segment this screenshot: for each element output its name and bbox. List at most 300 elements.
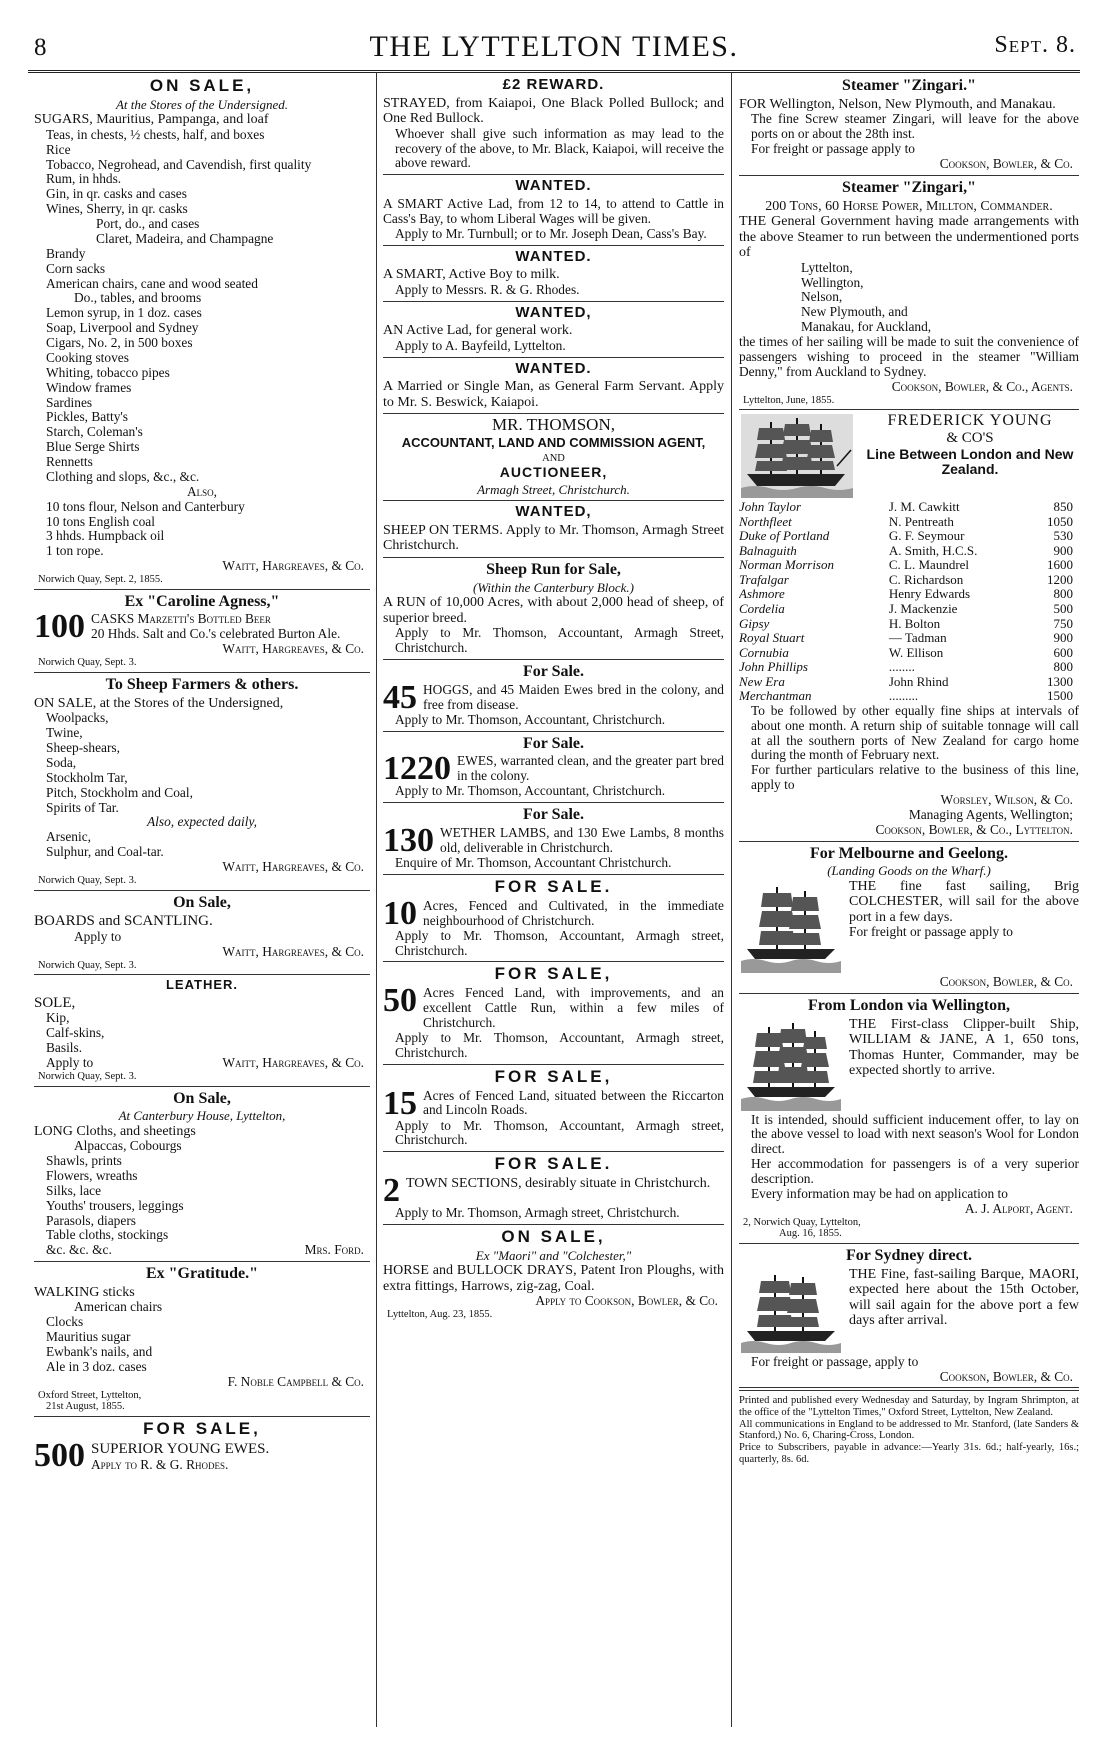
ad-subheading: 200 Tons, 60 Horse Power, Millton, Commander. bbox=[765, 198, 1053, 214]
ad-text: For freight or passage, apply to bbox=[751, 1353, 919, 1369]
ad-dateline: Lyttelton, June, 1855. bbox=[743, 394, 835, 406]
ad-text: Apply to Mr. Thomson, Accountant, Armagh street, Christchurch. bbox=[395, 927, 724, 958]
issue-date: Sept. 8. bbox=[994, 32, 1076, 58]
ad-text: Apply to Messrs. R. & G. Rhodes. bbox=[395, 281, 580, 297]
ad-number: 500 bbox=[34, 1436, 85, 1474]
ad-wanted-boy bbox=[383, 246, 724, 302]
ad-heading: £2 REWARD. bbox=[502, 76, 605, 93]
fleet-row bbox=[739, 646, 1079, 661]
ad-text: Acres, Fenced and Cultivated, in the immediate neighbourhood of Christchurch. bbox=[423, 897, 724, 928]
list-item: Whiting, tobacco pipes bbox=[46, 364, 170, 380]
list-item: Rum, in hhds. bbox=[46, 171, 122, 187]
column-1 bbox=[34, 74, 370, 1727]
ad-50-acres bbox=[383, 962, 724, 1064]
sailing-ship-icon bbox=[741, 414, 853, 498]
list-item: Cooking stoves bbox=[46, 349, 129, 365]
ad-text: For freight or passage apply to bbox=[751, 141, 915, 157]
newspaper-title: THE LYTTELTON TIMES. bbox=[369, 30, 739, 63]
masthead-rule bbox=[28, 70, 1080, 73]
ad-heading: For Melbourne and Geelong. bbox=[810, 844, 1008, 862]
ad-heading: FOR SALE, bbox=[143, 1419, 261, 1439]
ad-text: THE Fine, fast-sailing Barque, MAORI, expected here about the 15th October, will sail again for the above port a few days after arrival. bbox=[849, 1266, 1079, 1329]
list-item: Rice bbox=[46, 141, 71, 157]
ad-heading: FOR SALE. bbox=[494, 876, 613, 896]
ad-text: Whoever shall give such information as may lead to the recovery of the above, to Mr. Black, Kaiapoi, will receive the above reward. bbox=[395, 125, 724, 171]
ship-name: Royal Stuart bbox=[739, 630, 805, 646]
ad-dateline: Norwich Quay, Sept. 3. bbox=[38, 959, 137, 971]
ad-text: THE fine fast sailing, Brig COLCHESTER, will sail for the above port in a few days. bbox=[849, 878, 1079, 925]
ad-and: AND bbox=[542, 452, 565, 464]
list-item: 3 hhds. Humpback oil bbox=[46, 528, 165, 544]
list-item: Sulphur, and Coal-tar. bbox=[46, 844, 164, 860]
ad-heading: Ex "Gratitude." bbox=[146, 1265, 258, 1283]
ad-signature: F. Noble Campbell & Co. bbox=[227, 1373, 364, 1389]
ad-text: THE General Government having made arrangements with the above Steamer to run between the undermentioned ports of bbox=[739, 214, 1079, 261]
ad-canterbury-house bbox=[34, 1087, 370, 1263]
ad-heading: Steamer "Zingari." bbox=[842, 77, 976, 94]
ad-text: the times of her sailing will be made to suit the convenience of passengers wishing to proceed in the steamer "William Denny," from Auckland to Sydney. bbox=[739, 334, 1079, 379]
ad-heading: WANTED. bbox=[515, 247, 592, 265]
ship-tonnage: 800 bbox=[1053, 586, 1073, 602]
ad-sydney-direct bbox=[739, 1244, 1079, 1389]
ad-text: A SMART Active Lad, from 12 to 14, to attend to Cattle in Cass's Bay, to whom Liberal Wages will be given. bbox=[383, 195, 724, 226]
ship-tonnage: 850 bbox=[1053, 499, 1073, 515]
ad-text: AN Active Lad, for general work. bbox=[383, 323, 573, 339]
list-item: Lyttelton, bbox=[801, 259, 853, 275]
list-item: Do., tables, and brooms bbox=[74, 290, 202, 306]
ad-number: 100 bbox=[34, 608, 85, 646]
ad-text: Apply to Mr. Thomson, Accountant, Christchurch. bbox=[395, 783, 666, 799]
list-item: Flowers, wreaths bbox=[46, 1167, 138, 1183]
ship-tonnage: 1500 bbox=[1047, 688, 1073, 704]
ad-text: Apply to Mr. Thomson, Accountant, Armagh street, Christchurch. bbox=[395, 1117, 724, 1148]
fleet-row bbox=[739, 573, 1079, 588]
ad-dateline: Norwich Quay, Sept. 3. bbox=[38, 874, 137, 886]
list-item: American chairs, cane and wood seated bbox=[46, 275, 258, 291]
ad-heading: WANTED, bbox=[515, 503, 592, 521]
fleet-row bbox=[739, 587, 1079, 602]
ad-signature: Worsley, Wilson, & Co. bbox=[940, 792, 1073, 808]
list-item: Twine, bbox=[46, 725, 83, 741]
list-item: Kip, bbox=[46, 1010, 70, 1026]
ad-heading: WANTED. bbox=[515, 359, 592, 377]
ad-heading: For Sale. bbox=[522, 734, 585, 752]
ad-heading: Line Between London and New Zealand. bbox=[866, 445, 1074, 478]
ad-signature: Waitt, Hargreaves, & Co. bbox=[222, 943, 364, 959]
ad-subheading: At the Stores of the Undersigned. bbox=[115, 96, 289, 112]
ad-signature: Waitt, Hargreaves, & Co. bbox=[222, 859, 364, 874]
ad-text: Enquire of Mr. Thomson, Accountant Christchurch. bbox=[395, 854, 672, 870]
ad-caroline-agness bbox=[34, 590, 370, 673]
ad-number: 130 bbox=[383, 821, 434, 859]
fleet-row bbox=[739, 500, 1079, 515]
ad-boards-scantling bbox=[34, 891, 370, 976]
list-item: &c. &c. &c. bbox=[46, 1242, 112, 1258]
column-divider bbox=[376, 72, 377, 1727]
ad-subheading: (Within the Canterbury Block.) bbox=[472, 579, 635, 595]
list-item: Silks, lace bbox=[46, 1182, 102, 1198]
ad-steamer-zingari-1 bbox=[739, 74, 1079, 176]
ad-signature: A. J. Alport, Agent. bbox=[964, 1200, 1073, 1216]
ad-dateline: Norwich Quay, Sept. 3. bbox=[38, 1070, 137, 1082]
list-item: Soap, Liverpool and Sydney bbox=[46, 320, 199, 336]
page-number: 8 bbox=[34, 34, 47, 61]
ad-text: ON SALE, at the Stores of the Undersigned, bbox=[34, 695, 284, 711]
signature-row bbox=[34, 1243, 370, 1258]
ad-heading: ON SALE, bbox=[149, 76, 255, 95]
fleet-row bbox=[739, 617, 1079, 632]
ad-heading: On Sale, bbox=[173, 893, 231, 911]
ad-number: 15 bbox=[383, 1084, 417, 1122]
ship-master: H. Bolton bbox=[888, 615, 941, 631]
list-item: Port, do., and cases bbox=[96, 216, 200, 232]
ship-name: Duke of Portland bbox=[739, 528, 830, 544]
ad-text: Apply to Mr. Thomson, Armagh street, Christchurch. bbox=[395, 1205, 680, 1221]
ship-name: Ashmore bbox=[739, 586, 785, 602]
ad-text: A RUN of 10,000 Acres, with about 2,000 head of sheep, of superior breed. bbox=[383, 595, 724, 626]
ship-name: New Era bbox=[739, 673, 785, 689]
fleet-row bbox=[739, 675, 1079, 690]
sailing-ship-icon bbox=[741, 1269, 841, 1353]
ship-master: J. M. Cawkitt bbox=[888, 499, 960, 515]
ship-name: Gipsy bbox=[739, 615, 770, 631]
ship-master: — Tadman bbox=[888, 630, 947, 646]
ship-master: John Rhind bbox=[888, 673, 949, 689]
list-item: Lemon syrup, in 1 doz. cases bbox=[46, 305, 202, 321]
list-item: Wellington, bbox=[801, 274, 864, 290]
ad-hoggs bbox=[383, 660, 724, 732]
list-item: Parasols, diapers bbox=[46, 1212, 136, 1228]
ad-young-ewes bbox=[34, 1417, 370, 1475]
ship-tonnage: 1300 bbox=[1047, 673, 1073, 689]
ship-master: N. Pentreath bbox=[888, 513, 954, 529]
ad-text: Apply to Mr. Thomson, Accountant, Armagh street, Christchurch. bbox=[395, 1029, 724, 1060]
ad-text: To be followed by other equally fine ships at intervals of about one month. A return ship of suitable tonnage will call at all the southern ports of New Zealand for cargo home during the month of February next. bbox=[751, 702, 1079, 763]
ad-text: Apply to Mr. Thomson, Accountant, Christchurch. bbox=[395, 711, 666, 727]
fleet-row bbox=[739, 544, 1079, 559]
ad-text: Apply to Mr. Thomson, Accountant, Armagh Street, Christchurch. bbox=[395, 625, 724, 656]
ad-text: The fine Screw steamer Zingari, will leave for the above ports on or about the 28th inst. bbox=[751, 111, 1079, 142]
apply-row bbox=[34, 1056, 370, 1071]
list-item: 10 tons flour, Nelson and Canterbury bbox=[46, 498, 245, 514]
ad-signature: Waitt, Hargreaves, & Co. bbox=[222, 1054, 364, 1070]
ad-heading: FOR SALE, bbox=[494, 1066, 613, 1086]
ship-name: Cornubia bbox=[739, 644, 789, 660]
ship-master: C. Richardson bbox=[888, 571, 964, 587]
list-item: American chairs bbox=[74, 1299, 163, 1315]
ad-signature: Cookson, Bowler, & Co. bbox=[939, 973, 1073, 989]
ad-heading: WANTED. bbox=[515, 177, 592, 195]
ship-master: G. F. Seymour bbox=[888, 528, 965, 544]
ad-text: WETHER LAMBS, and 130 Ewe Lambs, 8 months old, deliverable in Christchurch. bbox=[440, 824, 724, 855]
ad-text: For further particulars relative to the business of this line, apply to bbox=[751, 762, 1079, 793]
ship-master: C. L. Maundrel bbox=[888, 557, 970, 573]
ad-sheep-run bbox=[383, 558, 724, 660]
list-item: Rennetts bbox=[46, 454, 93, 470]
ad-heading: For Sale. bbox=[522, 806, 585, 824]
ship-master: Henry Edwards bbox=[888, 586, 971, 602]
ship-master: ......... bbox=[888, 688, 919, 704]
ship-name: Cordelia bbox=[739, 601, 785, 616]
list-item: Ale in 3 doz. cases bbox=[46, 1358, 147, 1374]
ad-text: 20 Hhds. Salt and Co.'s celebrated Burton Ale. bbox=[91, 626, 341, 642]
list-item: Brandy bbox=[46, 245, 86, 261]
ad-text: Acres Fenced Land, with improvements, and an excellent Cattle Run, within a few miles of Christchurch. bbox=[423, 985, 724, 1031]
ship-name: Norman Morrison bbox=[739, 557, 834, 573]
ad-10-acres bbox=[383, 875, 724, 963]
list-item: Woolpacks, bbox=[46, 710, 109, 726]
ad-mr-thomson bbox=[383, 414, 724, 501]
list-item: Wines, Sherry, in qr. casks bbox=[46, 201, 188, 217]
list-item: Calf-skins, bbox=[46, 1025, 105, 1041]
ship-tonnage: 900 bbox=[1053, 542, 1073, 558]
ad-dateline: Norwich Quay, Sept. 3. bbox=[38, 657, 137, 669]
ad-dateline: Aug. 16, 1855. bbox=[779, 1228, 842, 1240]
list-item: New Plymouth, and bbox=[801, 304, 908, 320]
ad-number: 1220 bbox=[383, 750, 451, 788]
ship-name: Balnaguith bbox=[739, 542, 797, 558]
list-item: SUGARS, Mauritius, Pampanga, and loaf bbox=[34, 112, 269, 128]
ad-wether-lambs bbox=[383, 803, 724, 875]
ship-tonnage: 1200 bbox=[1047, 571, 1073, 587]
ship-tonnage: 750 bbox=[1053, 615, 1073, 631]
ad-drays bbox=[383, 1225, 724, 1324]
ad-apply: Apply to bbox=[74, 928, 122, 944]
imprint bbox=[739, 1390, 1079, 1468]
ad-text: SHEEP ON TERMS. Apply to Mr. Thomson, Armagh Street Christchurch. bbox=[383, 522, 724, 554]
imprint-text: All communications in England to be addressed to Mr. Stanford, (late Sanders & Stanford,) No. 6, Charing-Cross, London. bbox=[739, 1418, 1079, 1442]
ad-text: It is intended, should sufficient inducement offer, to lay on the above vessel to load with next season's Wool for London direct. bbox=[751, 1111, 1079, 1157]
ad-heading: Steamer "Zingari," bbox=[842, 178, 976, 196]
list-item: Ewbank's nails, and bbox=[46, 1344, 153, 1360]
ad-text: For freight or passage apply to bbox=[849, 924, 1013, 940]
ship-tonnage: 1600 bbox=[1047, 557, 1073, 573]
ad-heading: Ex "Caroline Agness," bbox=[124, 592, 280, 610]
list-item: Starch, Coleman's bbox=[46, 424, 143, 440]
ad-signature: Cookson, Bowler, & Co., Agents. bbox=[891, 378, 1073, 394]
list-item: Blue Serge Shirts bbox=[46, 439, 140, 455]
ad-dateline: Lyttelton, Aug. 23, 1855. bbox=[387, 1309, 493, 1321]
fleet-row bbox=[739, 529, 1079, 544]
fleet-row bbox=[739, 515, 1079, 530]
ad-text: HOGGS, and 45 Maiden Ewes bred in the colony, and free from disease. bbox=[423, 681, 724, 712]
list-item: Pickles, Batty's bbox=[46, 409, 129, 425]
fleet-row bbox=[739, 689, 1079, 704]
column-3 bbox=[739, 74, 1079, 1727]
list-item: Stockholm Tar, bbox=[46, 769, 128, 785]
list-item: Arsenic, bbox=[46, 829, 91, 845]
ad-apply: Apply to R. & G. Rhodes. bbox=[91, 1456, 229, 1472]
ad-town-sections bbox=[383, 1152, 724, 1225]
fleet-row bbox=[739, 631, 1079, 646]
list-item: Clocks bbox=[46, 1314, 84, 1330]
ad-heading: To Sheep Farmers & others. bbox=[105, 675, 299, 693]
list-item: Pitch, Stockholm and Coal, bbox=[46, 784, 193, 800]
ship-name: Northfleet bbox=[739, 513, 792, 529]
ad-text: Every information may be had on application to bbox=[751, 1185, 1008, 1201]
ad-wanted-active-lad bbox=[383, 302, 724, 358]
sailing-ship-icon bbox=[741, 1019, 841, 1111]
ship-tonnage: 530 bbox=[1053, 528, 1073, 544]
list-item: Teas, in chests, ½ chests, half, and boxes bbox=[46, 126, 265, 142]
masthead bbox=[28, 24, 1080, 68]
ad-heading: For Sydney direct. bbox=[845, 1246, 973, 1264]
ad-heading: For Sale. bbox=[522, 662, 585, 680]
ad-steamer-zingari-2 bbox=[739, 176, 1079, 410]
ad-dateline: 2, Norwich Quay, Lyttelton, bbox=[743, 1216, 861, 1228]
ad-wanted-lad bbox=[383, 175, 724, 245]
imprint-text: Price to Subscribers, payable in advance:—Yearly 31s. 6d.; half-yearly, 16s.; quarterly, 8s. 6d. bbox=[739, 1441, 1079, 1465]
ship-master: ........ bbox=[888, 659, 915, 675]
ad-text: Apply to Mr. Turnbull; or to Mr. Joseph Dean, Cass's Bay. bbox=[395, 225, 707, 241]
list-item: LONG Cloths, and sheetings bbox=[34, 1123, 196, 1139]
ship-name: John Taylor bbox=[739, 499, 801, 515]
list-item: 10 tons English coal bbox=[46, 513, 155, 529]
ad-dateline: Oxford Street, Lyttelton, bbox=[38, 1389, 142, 1401]
ad-reward bbox=[383, 74, 724, 175]
list-item: SOLE, bbox=[34, 994, 76, 1011]
column-2 bbox=[383, 74, 724, 1727]
ad-sheep-on-terms bbox=[383, 501, 724, 558]
ad-subheading: Armagh Street, Christchurch. bbox=[477, 481, 630, 497]
ship-tonnage: 800 bbox=[1053, 659, 1073, 675]
ad-heading: Sheep Run for Sale, bbox=[486, 560, 621, 578]
fleet-row bbox=[739, 558, 1079, 573]
ship-tonnage: 1050 bbox=[1047, 513, 1073, 529]
ad-signature: Cookson, Bowler, & Co. bbox=[939, 1368, 1073, 1384]
list-item: Corn sacks bbox=[46, 260, 106, 276]
ad-sheep-farmers bbox=[34, 673, 370, 891]
ad-melbourne-geelong bbox=[739, 842, 1079, 994]
ship-name: Trafalgar bbox=[739, 571, 789, 587]
ad-text: Acres of Fenced Land, situated between the Riccarton and Lincoln Roads. bbox=[423, 1087, 724, 1118]
ship-master: A. Smith, H.C.S. bbox=[888, 542, 978, 558]
list-item: WALKING sticks bbox=[34, 1284, 135, 1300]
ad-wanted-farm-servant bbox=[383, 358, 724, 415]
ad-15-acres bbox=[383, 1065, 724, 1153]
ad-signature: Waitt, Hargreaves, & Co. bbox=[222, 558, 364, 574]
ad-text: STRAYED, from Kaiapoi, One Black Polled Bullock; and One Red Bullock. bbox=[383, 95, 724, 127]
ad-frederick-young bbox=[739, 410, 1079, 842]
list-item: Mauritius sugar bbox=[46, 1329, 131, 1345]
ship-tonnage: 600 bbox=[1053, 644, 1073, 660]
ad-number: 50 bbox=[383, 982, 417, 1020]
ad-heading: FREDERICK YOUNG bbox=[887, 412, 1053, 430]
ship-name: John Phillips bbox=[739, 659, 808, 675]
ad-number: 45 bbox=[383, 678, 417, 716]
list-item: Nelson, bbox=[801, 289, 843, 305]
ad-text: EWES, warranted clean, and the greater part bred in the colony. bbox=[457, 753, 724, 784]
ship-tonnage: 900 bbox=[1053, 630, 1073, 646]
ad-number: 10 bbox=[383, 894, 417, 932]
ad-text: CASKS Marzetti's Bottled Beer bbox=[91, 611, 271, 627]
ad-heading: LEATHER. bbox=[165, 977, 239, 993]
list-item: Tobacco, Negrohead, and Cavendish, first quality bbox=[46, 156, 312, 172]
ad-text: Her accommodation for passengers is of a very superior description. bbox=[751, 1156, 1079, 1186]
ad-heading: On Sale, bbox=[173, 1089, 231, 1107]
ad-heading: WANTED, bbox=[515, 303, 592, 321]
list-item: Clothing and slops, &c., &c. bbox=[46, 468, 200, 484]
ad-text: Apply to A. Bayfeild, Lyttelton. bbox=[395, 337, 566, 353]
ad-signature: Waitt, Hargreaves, & Co. bbox=[222, 641, 364, 657]
ad-signature: Cookson, Bowler, & Co. bbox=[939, 155, 1073, 171]
ad-subheading: (Landing Goods on the Wharf.) bbox=[827, 863, 991, 879]
ad-heading: FOR SALE, bbox=[494, 964, 613, 984]
list-item: Gin, in qr. casks and cases bbox=[46, 186, 187, 202]
ad-ex-gratitude bbox=[34, 1262, 370, 1417]
ad-heading: AUCTIONEER, bbox=[499, 464, 608, 481]
ad-dateline: Norwich Quay, Sept. 2, 1855. bbox=[38, 574, 163, 586]
goods-list bbox=[34, 112, 370, 485]
ad-heading: FOR SALE. bbox=[494, 1154, 613, 1174]
ad-apply: Apply to bbox=[46, 1054, 94, 1070]
ship-master: W. Ellison bbox=[888, 644, 944, 660]
ad-number: 2 bbox=[383, 1172, 400, 1210]
ad-heading: ON SALE, bbox=[501, 1227, 606, 1247]
ad-subheading: At Canterbury House, Lyttelton, bbox=[118, 1108, 286, 1124]
ship-name: Merchantman bbox=[739, 688, 812, 704]
column-divider bbox=[731, 72, 732, 1727]
list-item: Claret, Madeira, and Champagne bbox=[96, 230, 274, 246]
also-label: Also, bbox=[186, 483, 218, 499]
imprint-text: Printed and published every Wednesday and Saturday, by Ingram Shrimpton, at the office of the "Lyttelton Times," Oxford Street, Lyttelton, New Zealand. bbox=[739, 1395, 1079, 1419]
list-item: Soda, bbox=[46, 754, 77, 770]
ad-signature: Cookson, Bowler, & Co., Lyttelton. bbox=[875, 821, 1073, 837]
ad-subheading: Ex "Maori" and "Colchester," bbox=[475, 1247, 632, 1263]
ad-text: FOR Wellington, Nelson, New Plymouth, and Manakau. bbox=[739, 96, 1056, 112]
ad-heading: From London via Wellington, bbox=[807, 996, 1011, 1014]
sailing-ship-icon bbox=[741, 881, 841, 973]
list-item: Youths' trousers, leggings bbox=[46, 1197, 184, 1213]
list-item: Window frames bbox=[46, 379, 132, 395]
expected-label: Also, expected daily, bbox=[146, 814, 258, 830]
ad-signature: Mrs. Ford. bbox=[304, 1242, 364, 1258]
fleet-row bbox=[739, 602, 1079, 617]
list-item: 1 ton rope. bbox=[46, 543, 104, 559]
list-item: Manakau, for Auckland, bbox=[801, 319, 932, 335]
ad-ewes bbox=[383, 732, 724, 804]
ad-heading: & CO'S bbox=[946, 429, 994, 446]
ad-text: BOARDS and SCANTLING. bbox=[34, 913, 213, 930]
fleet-row bbox=[739, 660, 1079, 675]
ad-text: A SMART, Active Boy to milk. bbox=[383, 267, 560, 283]
ship-master: J. Mackenzie bbox=[888, 601, 958, 616]
list-item: Basils. bbox=[46, 1040, 83, 1056]
ad-text: TOWN SECTIONS, desirably situate in Christchurch. bbox=[406, 1176, 711, 1192]
list-item: Shawls, prints bbox=[46, 1153, 122, 1169]
list-item: Cigars, No. 2, in 500 boxes bbox=[46, 335, 193, 351]
ad-text: A Married or Single Man, as General Farm Servant. Apply to Mr. S. Beswick, Kaiapoi. bbox=[383, 379, 724, 410]
ad-signature: Apply to Cookson, Bowler, & Co. bbox=[535, 1293, 718, 1309]
ad-heading: MR. THOMSON, bbox=[492, 415, 615, 435]
ad-dateline: 21st August, 1855. bbox=[46, 1401, 125, 1413]
ad-leather bbox=[34, 975, 370, 1086]
list-item: Table cloths, stockings bbox=[46, 1227, 169, 1243]
list-item: Spirits of Tar. bbox=[46, 799, 119, 815]
list-item: Sardines bbox=[46, 394, 93, 410]
ad-text: SUPERIOR YOUNG EWES. bbox=[91, 1440, 270, 1457]
fleet-table bbox=[739, 500, 1079, 704]
ad-text: HORSE and BULLOCK DRAYS, Patent Iron Ploughs, with extra fittings, Harrows, zig-zag, Coal. bbox=[383, 1263, 724, 1294]
ad-on-sale-stores bbox=[34, 74, 370, 590]
list-item: Sheep-shears, bbox=[46, 740, 120, 755]
ad-william-and-jane bbox=[739, 994, 1079, 1244]
ad-text: THE First-class Clipper-built Ship, WILLIAM & JANE, A 1, 650 tons, Thomas Hunter, Commander, may be expected shortly to arrive. bbox=[849, 1016, 1079, 1079]
ship-tonnage: 500 bbox=[1053, 601, 1073, 616]
ad-signature: Managing Agents, Wellington; bbox=[908, 806, 1073, 822]
ad-heading: ACCOUNTANT, LAND AND COMMISSION AGENT, bbox=[401, 435, 706, 451]
list-item: Alpaccas, Cobourgs bbox=[74, 1138, 182, 1154]
